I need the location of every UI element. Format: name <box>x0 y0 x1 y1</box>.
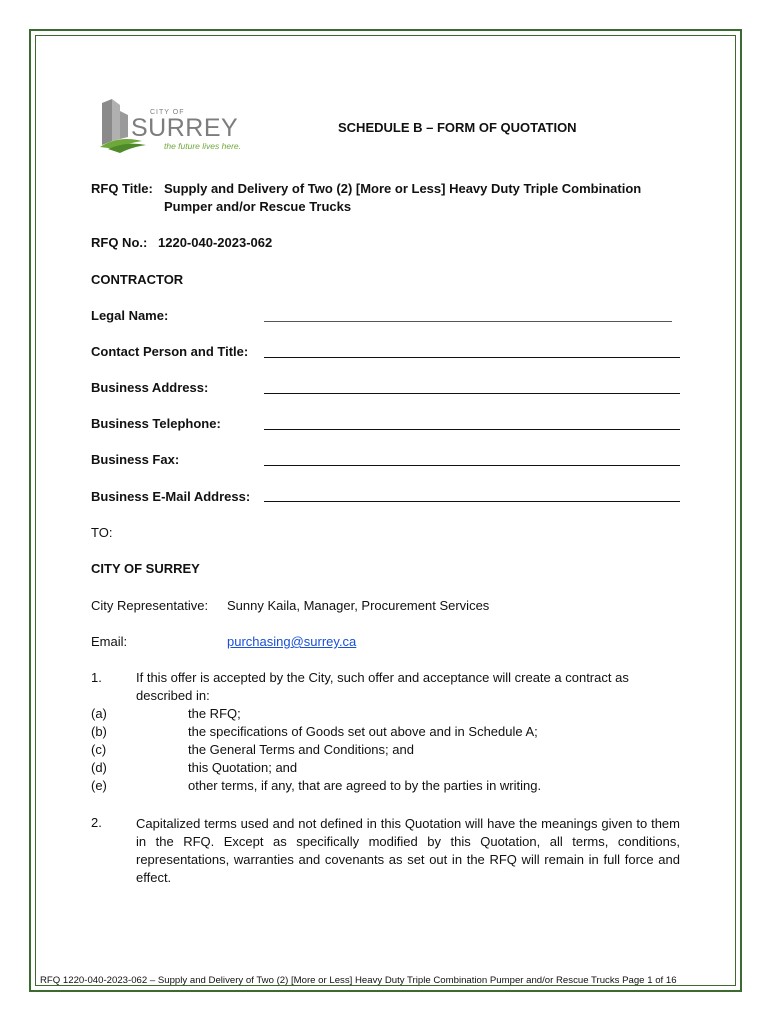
city-rep-label: City Representative: <box>91 598 209 613</box>
clause-1-item-text: this Quotation; and <box>188 760 298 775</box>
clause-1-item-letter: (d) <box>91 760 107 775</box>
clause-2-text: Capitalized terms used and not defined in this Quotation will have the meanings given to them in the RFQ. Except as specifically modified by this Quotation, all terms, conditions, representations, warranties and covenants as set out in the RFQ will remain in full force and effect. <box>136 816 680 885</box>
legal-name-input-line[interactable] <box>264 321 672 322</box>
rfq-title-label: RFQ Title: <box>91 181 153 196</box>
field-label-legal-name: Legal Name: <box>91 308 169 323</box>
clause-1-item-letter: (b) <box>91 724 107 739</box>
field-label-business-fax: Business Fax: <box>91 452 180 467</box>
business-telephone-input-line[interactable] <box>264 429 680 430</box>
business-fax-input-line[interactable] <box>264 465 680 466</box>
rfq-no-label: RFQ No.: <box>91 235 148 250</box>
logo-small-text: CITY OF <box>150 109 185 116</box>
email-link[interactable]: purchasing@surrey.ca <box>227 634 357 649</box>
business-email-input-line[interactable] <box>264 501 680 502</box>
clause-1-item-letter: (e) <box>91 778 107 793</box>
clause-1-number: 1. <box>91 670 102 685</box>
clause-1-item-text: the specifications of Goods set out above and in Schedule A; <box>188 724 538 739</box>
clause-1-item-letter: (a) <box>91 706 107 721</box>
clause-2-number: 2. <box>91 815 102 830</box>
city-rep-value: Sunny Kaila, Manager, Procurement Services <box>227 598 490 613</box>
clause-1-item-letter: (c) <box>91 742 107 757</box>
email-label: Email: <box>91 634 128 649</box>
field-label-contact-person: Contact Person and Title: <box>91 344 249 359</box>
business-address-input-line[interactable] <box>264 393 680 394</box>
contact-person-input-line[interactable] <box>264 357 680 358</box>
rfq-no-value: 1220-040-2023-062 <box>158 235 273 250</box>
clause-1-text-line-2: described in: <box>136 688 210 703</box>
page-footer: RFQ 1220-040-2023-062 – Supply and Delivery of Two (2) [More or Less] Heavy Duty Triple Combination Pumper and/or Rescue Trucks Page 1 of 16 <box>40 975 677 986</box>
city-heading: CITY OF SURREY <box>91 561 200 576</box>
field-label-business-email: Business E-Mail Address: <box>91 489 251 504</box>
field-label-business-address: Business Address: <box>91 380 209 395</box>
clause-1-item-text: the RFQ; <box>188 706 241 721</box>
contractor-heading: CONTRACTOR <box>91 272 184 287</box>
rfq-title-line-2: Pumper and/or Rescue Trucks <box>164 199 352 214</box>
clause-1-item-text: the General Terms and Conditions; and <box>188 742 414 757</box>
logo-name: SURREY <box>131 114 239 142</box>
page-title: SCHEDULE B – FORM OF QUOTATION <box>338 120 577 135</box>
field-label-business-telephone: Business Telephone: <box>91 416 221 431</box>
city-of-surrey-logo <box>98 97 240 155</box>
clause-1-item-text: other terms, if any, that are agreed to by the parties in writing. <box>188 778 542 793</box>
logo-tagline: the future lives here. <box>164 141 242 151</box>
to-label: TO: <box>91 525 113 540</box>
clause-1-text-line-1: If this offer is accepted by the City, such offer and acceptance will create a contract as <box>136 670 629 685</box>
rfq-title-line-1: Supply and Delivery of Two (2) [More or Less] Heavy Duty Triple Combination <box>164 181 642 196</box>
